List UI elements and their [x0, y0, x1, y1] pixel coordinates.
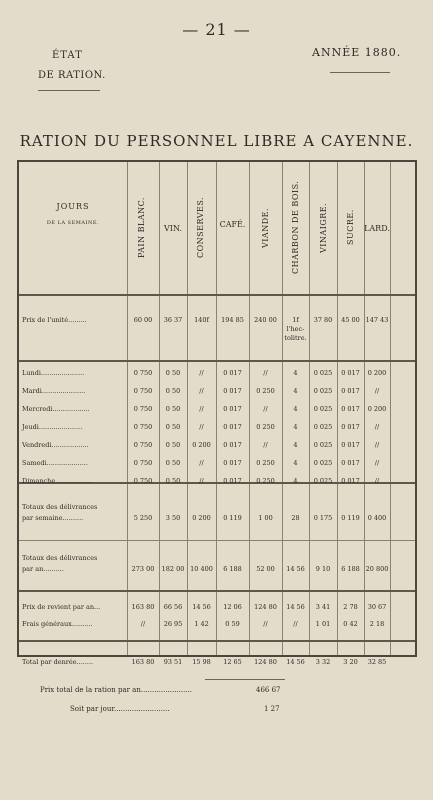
- totaux-an-cell: 9 10: [315, 565, 331, 573]
- day-cell: 0 017: [341, 405, 360, 413]
- frais-cell: //: [293, 620, 298, 628]
- day-cell: 0 750: [133, 405, 153, 413]
- frais-cell: 0 42: [343, 620, 358, 628]
- day-cell: 0 025: [313, 477, 333, 485]
- page-number: — 21 —: [182, 20, 251, 39]
- row-label-prix-revient: Prix de revient par an...: [22, 603, 101, 611]
- day-cell: //: [374, 459, 380, 467]
- day-cell: //: [374, 477, 380, 485]
- frais-cell: //: [140, 620, 146, 628]
- prix-revient-cell: 124 80: [254, 603, 277, 611]
- day-cell: //: [263, 369, 268, 377]
- frais-cell: 2 18: [369, 620, 385, 628]
- day-label: Samedi....................: [22, 459, 88, 467]
- prix-unite-cell: 140f: [194, 316, 209, 324]
- row-label-totaux-an-1: Totaux des délivrances: [22, 554, 98, 562]
- day-cell: 0 017: [341, 369, 360, 377]
- day-cell: 0 200: [192, 441, 211, 449]
- day-cell: 4: [293, 459, 298, 467]
- prix-unite-cell: 147 43: [365, 316, 389, 324]
- header-de-la-semaine: DE LA SEMAINE.: [46, 220, 100, 226]
- day-label: Vendredi..................: [22, 441, 89, 449]
- total-cell: 14 56: [286, 658, 305, 666]
- day-label: Dimanche..................: [22, 477, 93, 485]
- day-cell: //: [199, 459, 204, 467]
- day-cell: 0 025: [313, 405, 333, 413]
- prix-revient-cell: 2 78: [343, 603, 358, 611]
- frais-cell: 26 95: [163, 620, 183, 628]
- day-cell: 4: [293, 405, 298, 413]
- column-header-sucre: SUCRE.: [346, 209, 355, 246]
- day-cell: 0 50: [165, 387, 181, 395]
- prix-unite-cell: 37 80: [313, 316, 333, 324]
- totaux-an-cell: 14 56: [286, 565, 305, 573]
- day-cell: 0 017: [341, 441, 360, 449]
- totaux-semaine-cell: 0 400: [367, 514, 387, 522]
- day-cell: 0 017: [341, 477, 360, 485]
- day-label: Mercredi..................: [22, 405, 90, 413]
- day-cell: 0 017: [341, 387, 360, 395]
- column-header-cafe: CAFÉ.: [219, 220, 246, 229]
- day-cell: //: [263, 405, 268, 413]
- totaux-semaine-cell: 1 00: [258, 514, 273, 522]
- footer-par-jour-value: 1 27: [264, 705, 280, 713]
- day-cell: 0 750: [133, 369, 153, 377]
- row-label-totaux-semaine-1: Totaux des délivrances: [22, 503, 98, 511]
- column-header-vin: VIN.: [164, 224, 182, 233]
- prix-charbon-extra-1: l'hec-: [286, 325, 305, 333]
- frais-cell: 1 01: [315, 620, 331, 628]
- totaux-an-cell: 6 188: [223, 565, 242, 573]
- day-cell: //: [199, 477, 204, 485]
- header-etat: ÉTAT: [52, 50, 83, 61]
- totaux-semaine-cell: 0 119: [223, 514, 242, 522]
- day-cell: 0 50: [165, 423, 181, 431]
- prix-unite-cell: 240 00: [254, 316, 277, 324]
- footer-prix-total-label: Prix total de la ration par an.......................: [40, 686, 193, 694]
- day-cell: 4: [293, 477, 298, 485]
- row-label-total: Total par denrée........: [22, 658, 94, 666]
- day-label: Mardi.....................: [22, 387, 86, 395]
- day-cell: //: [199, 423, 204, 431]
- header-jours: JOURS: [56, 202, 90, 211]
- totaux-an-cell: 20 800: [365, 565, 389, 573]
- day-label: Jeudi.....................: [22, 423, 83, 431]
- totaux-semaine-cell: 5 250: [133, 514, 153, 522]
- day-cell: //: [199, 387, 204, 395]
- footer-rule: [205, 679, 285, 680]
- totaux-an-cell: 182 00: [161, 565, 185, 573]
- day-cell: 0 750: [133, 423, 153, 431]
- day-cell: 0 017: [223, 387, 242, 395]
- totaux-semaine-cell: 0 175: [313, 514, 333, 522]
- day-cell: 0 50: [165, 369, 181, 377]
- total-cell: 93 51: [163, 658, 183, 666]
- frais-cell: 1 42: [194, 620, 209, 628]
- day-cell: 0 750: [133, 477, 153, 485]
- total-cell: 3 32: [315, 658, 331, 666]
- prix-unite-cell: 60 00: [133, 316, 153, 324]
- day-cell: 0 025: [313, 459, 333, 467]
- totaux-semaine-cell: 3 50: [165, 514, 181, 522]
- row-label-totaux-an-2: par an..........: [22, 565, 64, 573]
- row-label-prix-unite: Prix de l'unité.........: [22, 316, 87, 324]
- total-cell: 3 20: [343, 658, 358, 666]
- column-header-vinaigre: VINAIGRE.: [319, 202, 328, 253]
- day-cell: //: [263, 441, 268, 449]
- prix-revient-cell: 30 67: [367, 603, 387, 611]
- totaux-an-cell: 273 00: [131, 565, 155, 573]
- prix-revient-cell: 3 41: [315, 603, 331, 611]
- day-cell: 0 750: [133, 387, 153, 395]
- prix-revient-cell: 12 06: [223, 603, 242, 611]
- day-cell: 0 250: [256, 387, 275, 395]
- column-header-lard: LARD.: [364, 224, 390, 233]
- day-cell: 0 017: [341, 459, 360, 467]
- totaux-an-cell: 6 188: [341, 565, 360, 573]
- day-cell: 0 025: [313, 423, 333, 431]
- frais-cell: //: [263, 620, 268, 628]
- totaux-semaine-cell: 0 200: [192, 514, 211, 522]
- day-cell: 0 017: [223, 369, 242, 377]
- day-cell: 0 50: [165, 441, 181, 449]
- totaux-an-cell: 10 400: [190, 565, 213, 573]
- table-title: RATION DU PERSONNEL LIBRE A CAYENNE.: [19, 132, 414, 150]
- day-cell: 4: [293, 369, 298, 377]
- day-cell: 0 50: [165, 459, 181, 467]
- day-label: Lundi.....................: [22, 369, 85, 377]
- day-cell: 0 250: [256, 459, 275, 467]
- column-header-conserves: CONSERVES.: [196, 196, 205, 259]
- day-cell: 4: [293, 387, 298, 395]
- header-de-ration: DE RATION.: [38, 70, 106, 81]
- column-header-charbon-de-bois: CHARBON DE BOIS.: [291, 180, 300, 275]
- day-cell: 0 017: [223, 423, 242, 431]
- day-cell: 4: [293, 423, 298, 431]
- day-cell: 0 025: [313, 387, 333, 395]
- total-cell: 32 85: [367, 658, 387, 666]
- column-header-pain-blanc: PAIN BLANC.: [137, 197, 146, 258]
- header-annee: ANNÉE 1880.: [312, 46, 402, 59]
- total-cell: 163 80: [131, 658, 155, 666]
- column-header-viande: VIANDE.: [261, 207, 270, 248]
- day-cell: 0 50: [165, 405, 181, 413]
- day-cell: //: [199, 369, 204, 377]
- day-cell: //: [199, 405, 204, 413]
- totaux-an-cell: 52 00: [256, 565, 275, 573]
- day-cell: //: [374, 423, 380, 431]
- day-cell: 4: [293, 441, 298, 449]
- prix-charbon-extra-2: tolitre.: [284, 334, 307, 342]
- day-cell: //: [374, 441, 380, 449]
- header-rule-right: [330, 72, 390, 73]
- day-cell: 0 750: [133, 441, 153, 449]
- day-cell: 0 017: [223, 459, 242, 467]
- prix-unite-cell: 194 85: [221, 316, 244, 324]
- prix-unite-cell: 45 00: [341, 316, 360, 324]
- prix-revient-cell: 66 56: [163, 603, 183, 611]
- total-cell: 124 80: [254, 658, 277, 666]
- day-cell: //: [374, 387, 380, 395]
- footer-prix-total-value: 466 67: [256, 686, 281, 694]
- frais-cell: 0 59: [225, 620, 240, 628]
- day-cell: 0 250: [256, 477, 275, 485]
- totaux-semaine-cell: 28: [291, 514, 300, 522]
- total-cell: 15 98: [192, 658, 211, 666]
- day-cell: 0 025: [313, 369, 333, 377]
- total-cell: 12 65: [223, 658, 242, 666]
- header-rule-left: [38, 90, 100, 91]
- day-cell: 0 017: [223, 477, 242, 485]
- day-cell: 0 017: [341, 423, 360, 431]
- prix-revient-cell: 163 80: [131, 603, 155, 611]
- prix-unite-cell: 36 37: [163, 316, 183, 324]
- ration-table: [17, 160, 417, 666]
- day-cell: 0 200: [367, 405, 387, 413]
- day-cell: 0 017: [223, 441, 242, 449]
- day-cell: 0 025: [313, 441, 333, 449]
- prix-unite-cell: 1f: [292, 316, 299, 324]
- row-label-frais: Frais généraux..........: [22, 620, 93, 628]
- day-cell: 0 750: [133, 459, 153, 467]
- day-cell: 0 017: [223, 405, 242, 413]
- prix-revient-cell: 14 56: [192, 603, 211, 611]
- prix-revient-cell: 14 56: [286, 603, 305, 611]
- day-cell: 0 250: [256, 423, 275, 431]
- row-label-totaux-semaine-2: par semaine..........: [22, 514, 84, 522]
- footer-par-jour-label: Soit par jour.........................: [70, 705, 170, 713]
- day-cell: 0 50: [165, 477, 181, 485]
- totaux-semaine-cell: 0 119: [341, 514, 360, 522]
- day-cell: 0 200: [367, 369, 387, 377]
